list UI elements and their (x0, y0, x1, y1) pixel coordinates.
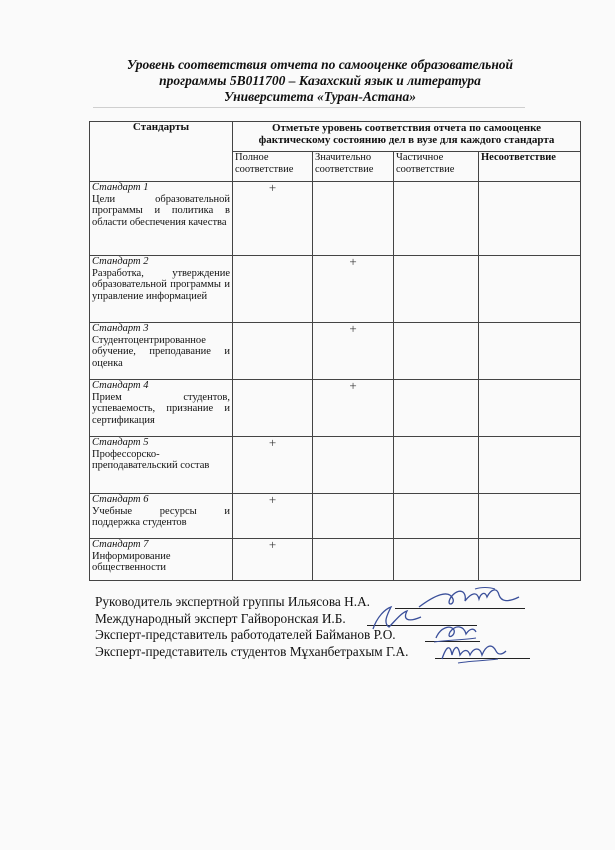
signature-line-4 (95, 644, 408, 661)
compliance-mark: + (313, 256, 394, 323)
header-standards: Стандарты (90, 122, 233, 182)
title-line-3: Университета «Туран-Астана» (224, 89, 416, 104)
empty-cell (313, 182, 394, 256)
signature-text-1: Руководитель экспертной группы Ильясова Н.А. (95, 594, 371, 609)
standards-table (89, 121, 581, 581)
standard-label: Стандарт 3 (92, 323, 149, 334)
standard-text: Цели образовательной программы и политика в области обеспечения качества (92, 193, 230, 228)
standard-label: Стандарт 5 (92, 437, 149, 448)
standard-cell (90, 539, 233, 581)
empty-cell (313, 494, 394, 539)
header-level-1: Полное соответствие (233, 152, 313, 182)
compliance-mark: + (233, 437, 313, 494)
header-compliance-group: Отметьте уровень соответствия отчета по самооценке фактическому состоянию дел в вузе для каждого стандарта (233, 122, 581, 152)
signature-line-3 (95, 627, 408, 644)
standard-label: Стандарт 4 (92, 380, 149, 391)
standard-text: Информирование общественности (92, 550, 171, 573)
title-divider (93, 107, 525, 108)
standard-cell (90, 182, 233, 256)
header-level-3: Частичное соответствие (394, 152, 479, 182)
empty-cell (479, 494, 581, 539)
empty-cell (233, 380, 313, 437)
table-row (90, 380, 581, 437)
title-line-2: программы 5В011700 – Казахский язык и литература (159, 73, 481, 88)
table-row (90, 323, 581, 380)
empty-cell (313, 437, 394, 494)
signature-text-3: Эксперт-представитель работодателей Байманов Р.О. (95, 627, 396, 642)
standard-cell (90, 494, 233, 539)
empty-cell (394, 256, 479, 323)
header-level-4: Несоответствие (479, 152, 581, 182)
standard-cell (90, 380, 233, 437)
empty-cell (479, 380, 581, 437)
standard-text: Прием студентов, успеваемость, признание и сертификация (92, 391, 230, 426)
empty-cell (394, 323, 479, 380)
standard-label: Стандарт 1 (92, 182, 149, 193)
standard-cell (90, 323, 233, 380)
document-title (60, 57, 580, 105)
signature-text-4: Эксперт-представитель студентов Мұханбетрахым Г.А. (95, 643, 409, 659)
signature-line-2 (95, 611, 408, 628)
signatures-block (95, 594, 408, 660)
standard-text: Профессорско-преподавательский состав (92, 448, 210, 471)
signature-rule-3 (425, 641, 480, 642)
empty-cell (313, 539, 394, 581)
empty-cell (479, 256, 581, 323)
title-line-1: Уровень соответствия отчета по самооценке образовательной (126, 57, 514, 72)
standard-label: Стандарт 7 (92, 539, 149, 550)
signature-line-1 (95, 594, 408, 611)
header-level-2: Значительно соответствие (313, 152, 394, 182)
table-row (90, 182, 581, 256)
empty-cell (233, 256, 313, 323)
compliance-mark: + (233, 494, 313, 539)
empty-cell (394, 437, 479, 494)
table-row (90, 494, 581, 539)
empty-cell (394, 182, 479, 256)
standard-text: Студентоцентрированное обучение, преподавание и оценка (92, 334, 230, 369)
empty-cell (479, 539, 581, 581)
empty-cell (479, 323, 581, 380)
signature-rule-4 (435, 658, 530, 659)
table-row (90, 437, 581, 494)
signature-text-2: Международный эксперт Гайворонская И.Б. (95, 610, 346, 626)
empty-cell (394, 539, 479, 581)
empty-cell (394, 494, 479, 539)
empty-cell (394, 380, 479, 437)
table-row (90, 539, 581, 581)
standard-text: Учебные ресурсы и поддержка студентов (92, 505, 230, 528)
signature-rule-1 (395, 608, 525, 609)
empty-cell (479, 182, 581, 256)
standard-cell (90, 256, 233, 323)
empty-cell (479, 437, 581, 494)
compliance-mark: + (233, 182, 313, 256)
empty-cell (233, 323, 313, 380)
standard-label: Стандарт 6 (92, 494, 149, 505)
standard-label: Стандарт 2 (92, 256, 149, 267)
signature-rule-2 (367, 625, 477, 626)
table-row (90, 256, 581, 323)
standard-text: Разработка, утверждение образовательной программы и управление информацией (92, 267, 230, 302)
compliance-mark: + (313, 380, 394, 437)
compliance-mark: + (313, 323, 394, 380)
standard-cell (90, 437, 233, 494)
compliance-mark: + (233, 539, 313, 581)
